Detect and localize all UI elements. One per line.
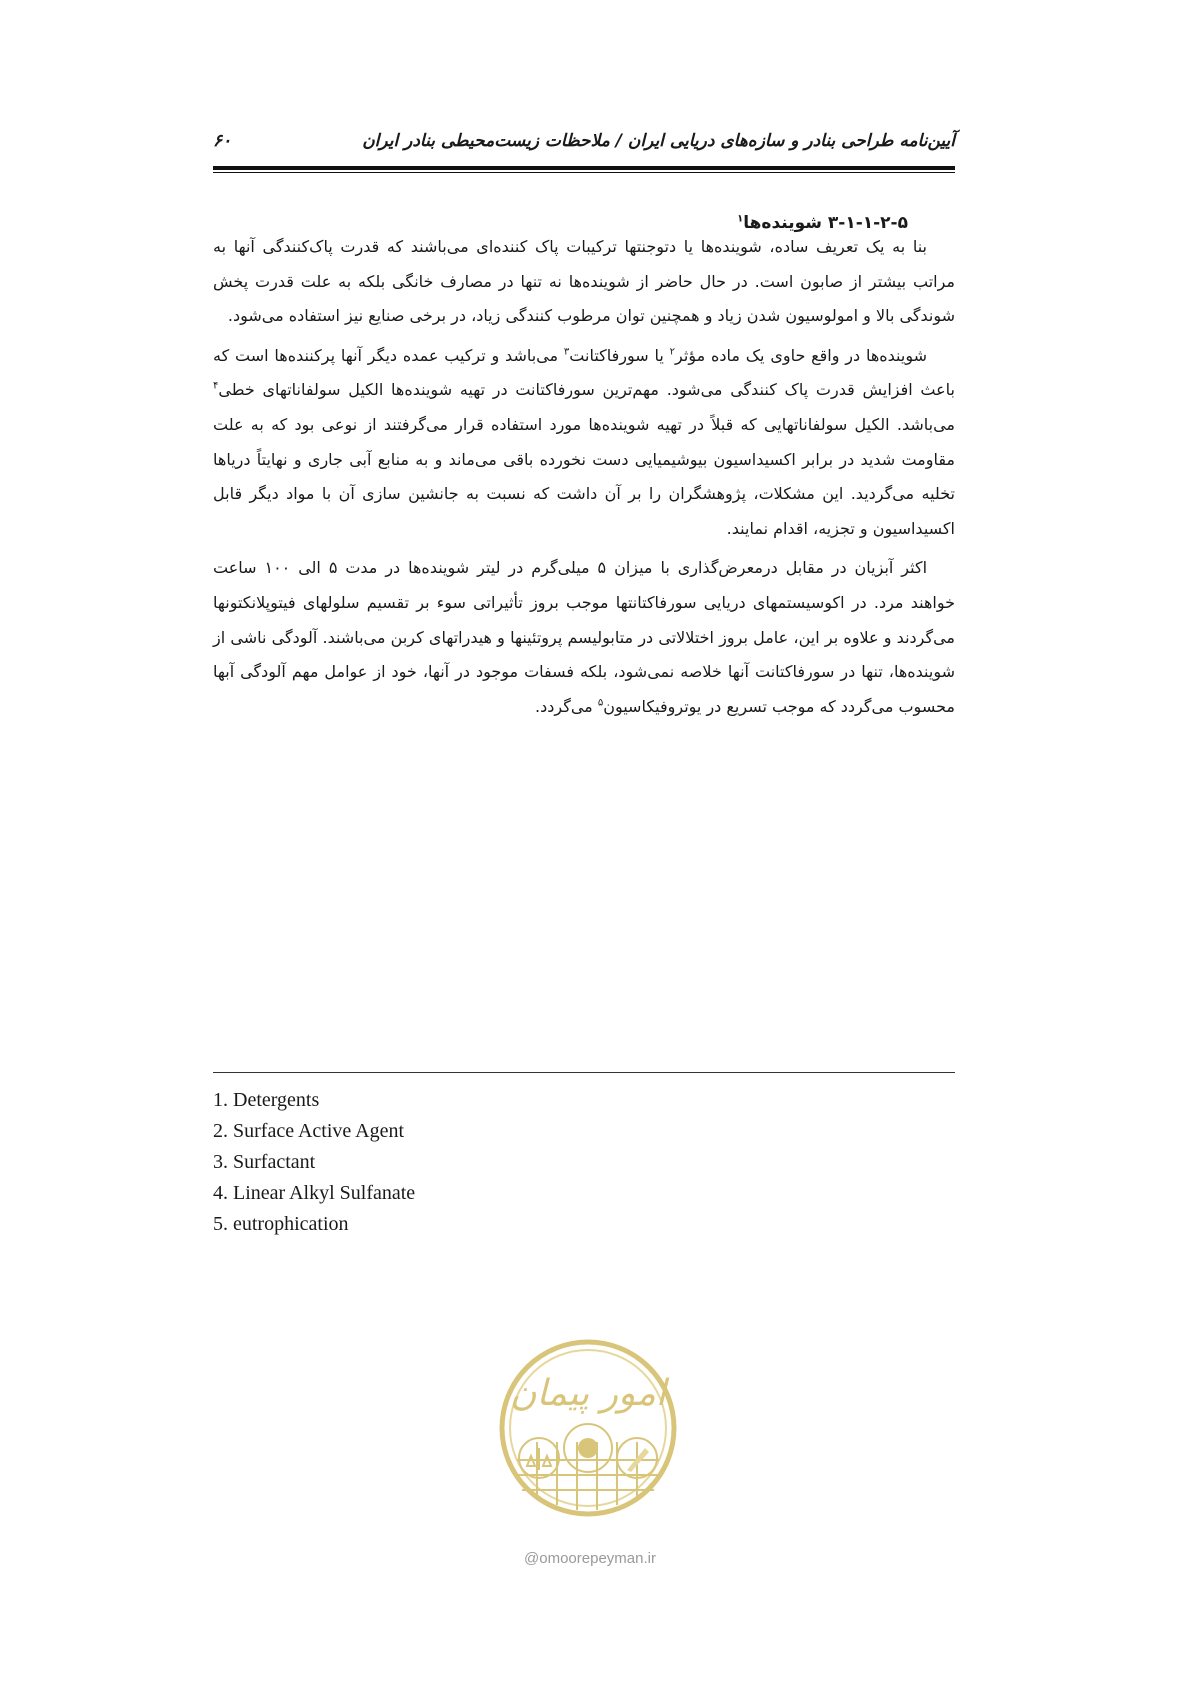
body-text (213, 230, 955, 724)
logo-url: @omoorepeyman.ir (524, 1550, 656, 1567)
footnote-divider (213, 1072, 955, 1073)
footnote-item: 1. Detergents (213, 1089, 320, 1111)
paragraph-2-text: می‌باشد و ترکیب عمده دیگر آنها پرکننده‌ها است که باعث افزایش قدرت پاک کنندگی می‌شود. مهم‌ترین سورفاکتانت در تهیه شوینده‌ها الکیل سولفاناتهای خطی (213, 345, 955, 400)
header-title: آیین‌نامه طراحی بنادر و سازه‌های دریایی ایران / ملاحظات زیست‌محیطی بنادر ایران (362, 131, 955, 151)
paragraph-2 (213, 339, 955, 547)
paragraph-2-text: یا سورفاکتانت (569, 345, 670, 365)
footnote-item: 2. Surface Active Agent (213, 1120, 405, 1142)
footnote-ref-3: ۳ (563, 346, 570, 358)
footnote-item: 5. eutrophication (213, 1213, 349, 1235)
paragraph-2-text: شوینده‌ها در واقع حاوی یک ماده مؤثر (675, 345, 928, 365)
paragraph-2-text: می‌باشد. الکیل سولفاناتهایی که قبلاً در تهیه شوینده‌ها مورد استفاده قرار می‌گرفتند از نوعی بود که به علت مقاومت شدید در برابر اکسیداسیون بیوشیمیایی دست نخورده باقی می‌ماند و به منابع آبی جاری و نهایتاً دریاها تخلیه می‌گردید. این مشکلات، پژوهشگران را بر آن داشت که نسبت به جانشین سازی آن با مواد دیگر قابل اکسیداسیون و تجزیه، اقدام نمایند. (213, 414, 955, 538)
page-number: ۶۰ (213, 131, 232, 151)
paragraph-3-text: اکثر آبزیان در مقابل درمعرض‌گذاری با میزان ۵ میلی‌گرم در لیتر شوینده‌ها در مدت ۵ الی ۱۰۰ ساعت خواهند مرد. در اکوسیستمهای دریایی سورفاکتانتها موجب بروز تأثیراتی سوء بر تقسیم سلولهای فیتوپلانکتونها می‌گردند و علاوه بر این، عامل بروز اختلالاتی در متابولیسم پروتئینها و هیدراتهای کربن می‌باشند. آلودگی ناشی از شوینده‌ها، تنها در سورفاکتانت آنها خلاصه نمی‌شود، بلکه فسفات موجود در آنها، خود از عوامل مهم آلودگی آبها محسوب می‌گردد که موجب تسریع در یوتروفیکاسیون (213, 558, 955, 716)
paragraph-3 (213, 551, 955, 724)
footnote-item: 4. Linear Alkyl Sulfanate (213, 1182, 416, 1204)
logo-lettering: امور پیمان (510, 1373, 666, 1414)
omoorepeyman-logo-icon (497, 1320, 679, 1540)
paragraph-3-text: می‌گردد. (535, 696, 598, 716)
paragraph-1: بنا به یک تعریف ساده، شوینده‌ها یا دتوجنتها ترکیبات پاک کننده‌ای می‌باشند که قدرت پاک‌کنندگی آنها به مراتب بیشتر از صابون است. در حال حاضر از شوینده‌ها نه تنها در مصارف خانگی بلکه به علت قدرت پخش شوندگی بالا و امولوسیون شدن زیاد و همچنین توان مرطوب کنندگی زیاد، در برخی صنایع نیز استفاده می‌شود. (213, 237, 955, 326)
page-header (213, 126, 955, 156)
footnote-ref-1: ۱ (737, 213, 744, 225)
header-rule-thick (213, 166, 955, 170)
footnote-ref-5: ۵ (597, 697, 604, 709)
header-rule-thin (213, 172, 955, 173)
footnotes-list (213, 1085, 415, 1240)
footnote-ref-4: ۴ (213, 381, 219, 393)
footnote-item: 3. Surfactant (213, 1151, 316, 1173)
section-heading-text: ۳-۱-۱-۲-۵ شوینده‌ها (743, 213, 908, 233)
footnote-ref-2: ۲ (669, 346, 676, 358)
